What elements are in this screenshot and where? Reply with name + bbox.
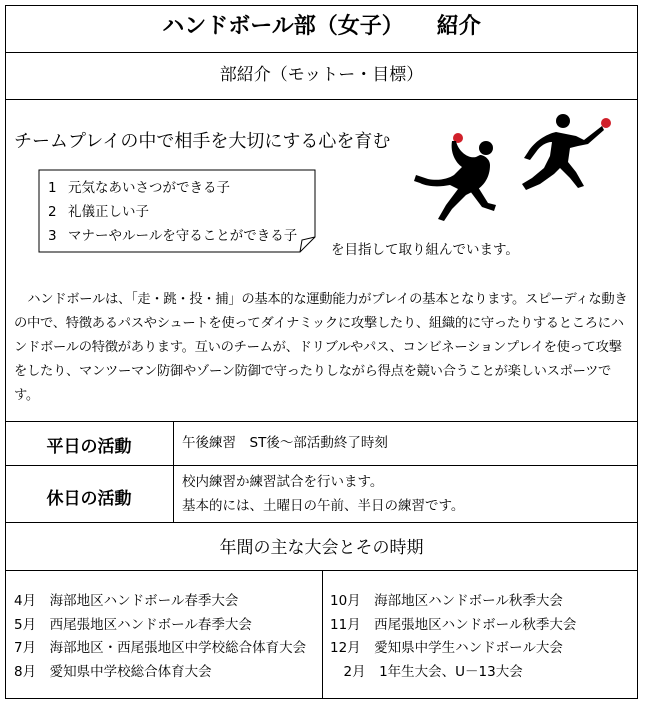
list-item: 7月 海部地区・西尾張地区中学校総合体育大会 [14, 640, 307, 656]
weekday-label: 平日の活動 [46, 437, 132, 457]
divider [5, 52, 638, 53]
list-item: 11月 西尾張地区ハンドボール秋季大会 [330, 616, 577, 633]
goals-list [48, 176, 297, 248]
aim-text: を目指して取り組んでいます。 [331, 242, 519, 258]
holiday-text-line2: 基本的には、土曜日の午前、半日の練習です。 [182, 498, 465, 514]
holiday-label: 休日の活動 [46, 489, 132, 509]
title-suffix: 紹介 [436, 14, 481, 39]
handball-player-silhouette-icon [410, 125, 502, 223]
description-paragraph: ハンドボールは、「走・跳・投・捕」の基本的な運動能力がプレイの基本となります。スピーディな動きの中で、特徴あるパスやシュートを使ってダイナミックに攻撃したり、組織的に守ったりするところにハンドボールの特徴があります。互いのチームが、ドリブルやパス、コンビネーションプレイを使って攻撃をしたり、マンツーマン防御やゾーン防御で守ったりしながら得点を競い合うことが楽しいスポーツです。 [14, 292, 628, 403]
list-item: 12月 愛知県中学生ハンドボール大会 [330, 640, 563, 656]
page-title [5, 7, 638, 47]
motto: チームプレイの中で相手を大切にする心を育む [14, 131, 391, 152]
divider [5, 421, 638, 422]
holiday-text-line1: 校内練習か練習試合を行います。 [182, 474, 384, 490]
competitions-left-list [14, 590, 306, 684]
list-item: 2月 1年生大会、U－13大会 [330, 663, 523, 680]
competitions-heading: 年間の主な大会とその時期 [219, 538, 424, 558]
intro-heading: 部紹介（モットー・目標） [219, 65, 424, 85]
list-item: 2 礼儀正しい子 [48, 204, 149, 220]
title-main: ハンドボール部（女子） [162, 14, 393, 39]
list-item: 10月 海部地区ハンドボール秋季大会 [330, 593, 563, 609]
divider [5, 465, 638, 466]
list-item: 1 元気なあいさつができる子 [48, 180, 230, 196]
divider [5, 99, 638, 100]
list-item: 3 マナーやルールを守ることができる子 [48, 228, 298, 244]
weekday-text: 午後練習 ST後～部活動終了時刻 [182, 435, 388, 451]
list-item: 8月 愛知県中学校総合体育大会 [14, 663, 212, 680]
column-divider [173, 421, 174, 522]
column-divider [322, 570, 323, 699]
divider [5, 522, 638, 523]
list-item: 4月 海部地区ハンドボール春季大会 [14, 593, 239, 609]
handball-player-silhouette-icon [514, 112, 614, 192]
list-item: 5月 西尾張地区ハンドボール春季大会 [14, 616, 252, 633]
goals-callout [38, 169, 316, 253]
competitions-right-list [330, 590, 576, 684]
